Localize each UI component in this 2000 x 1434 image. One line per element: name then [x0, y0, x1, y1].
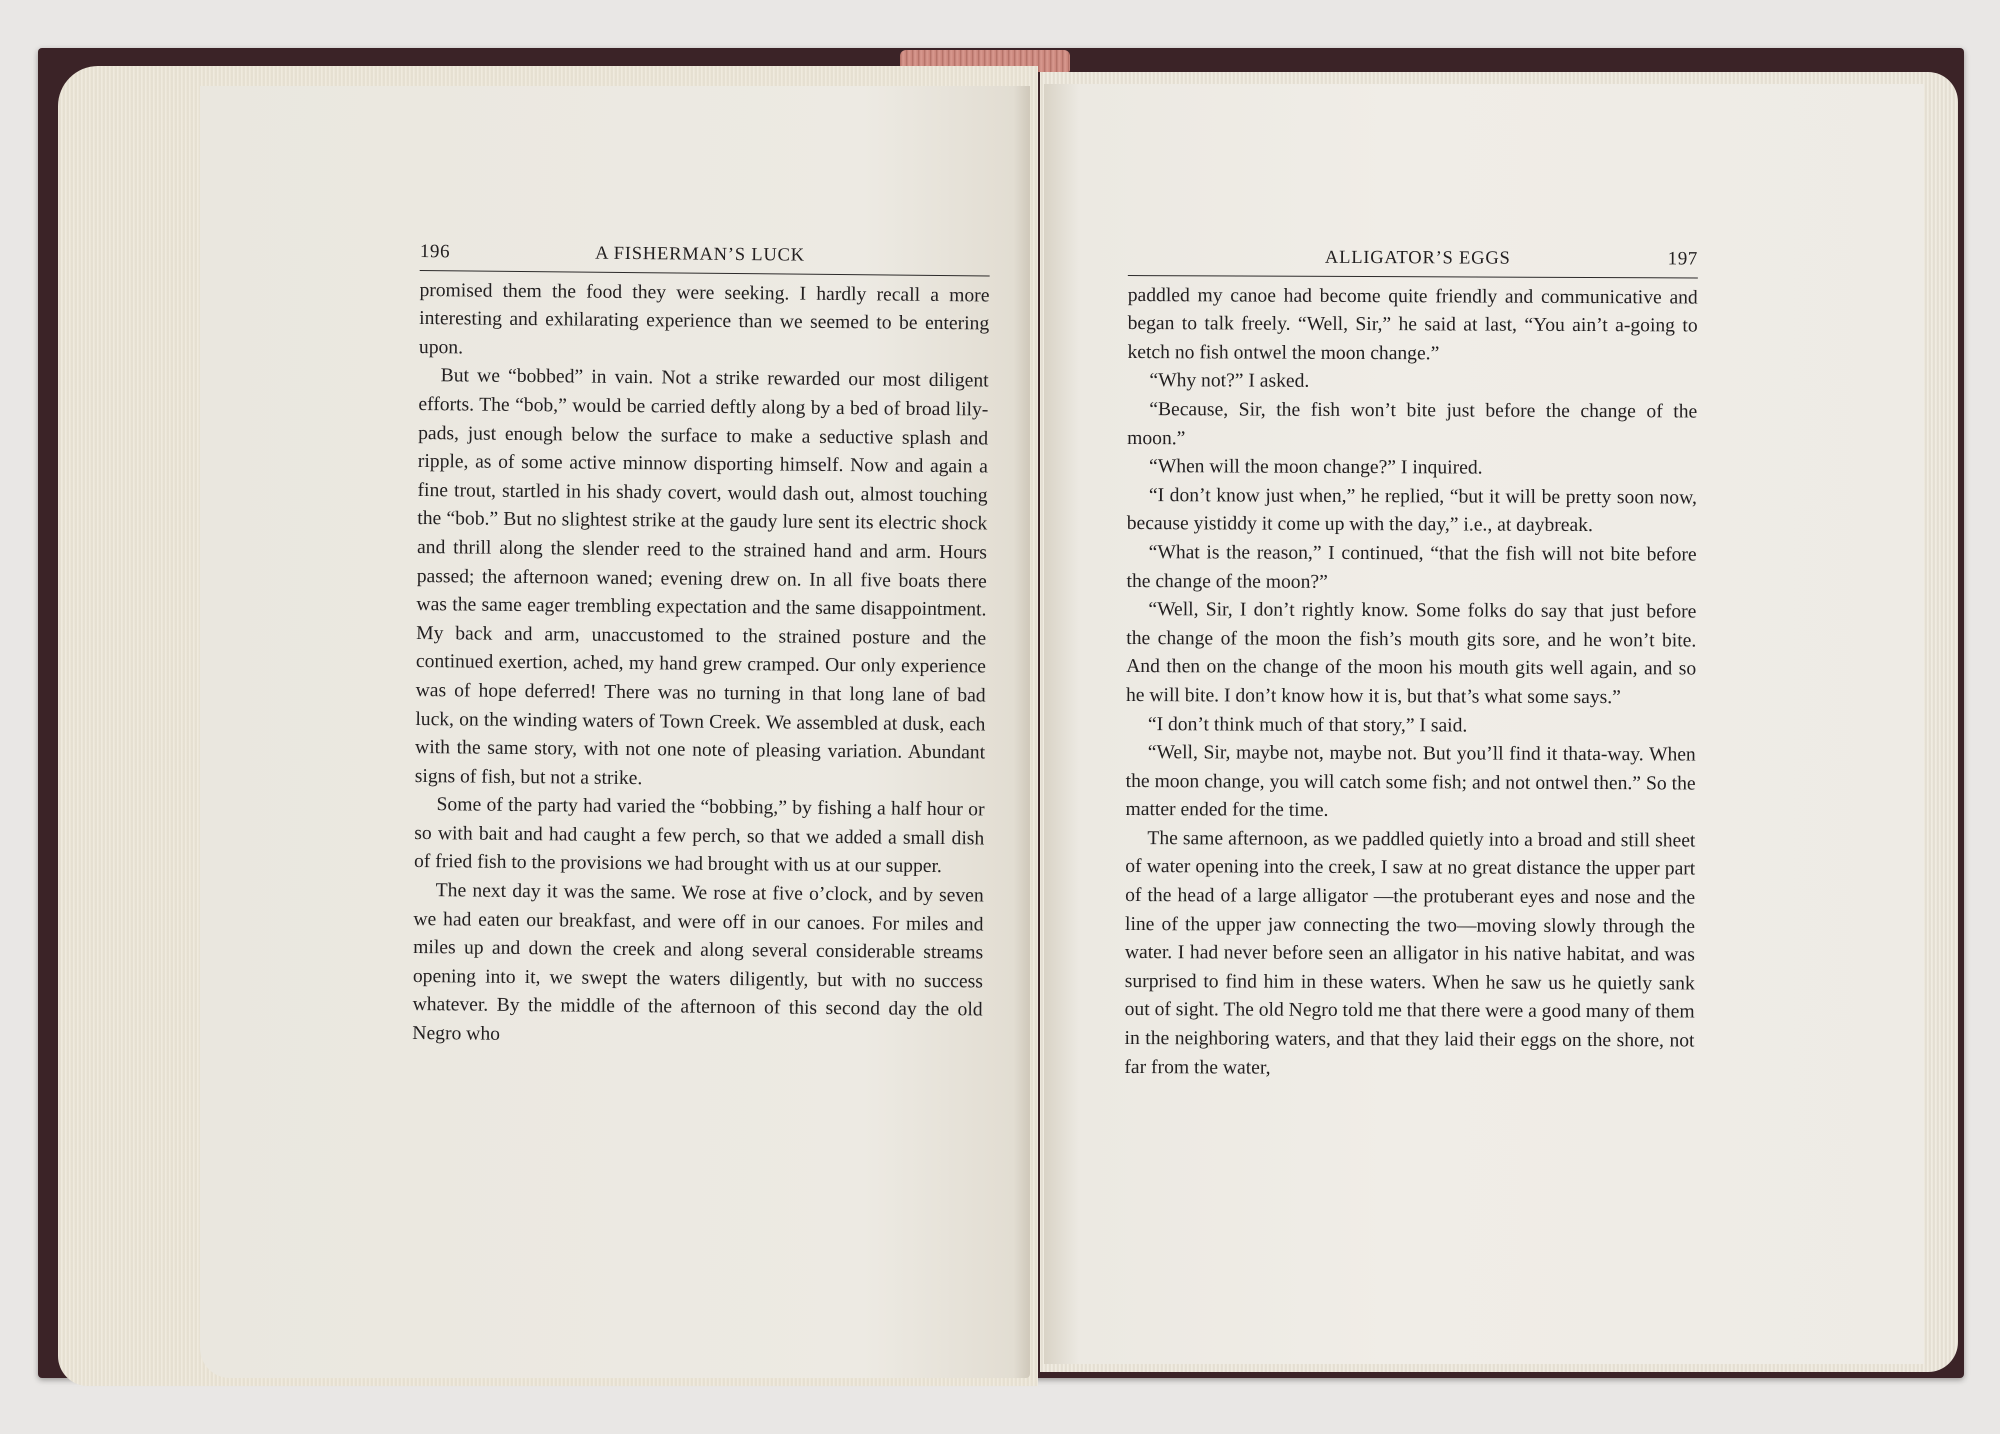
- left-running-title: A FISHERMAN’S LUCK: [595, 243, 805, 266]
- left-running-head: [420, 238, 990, 276]
- right-running-title: ALLIGATOR’S EGGS: [1324, 247, 1511, 269]
- paragraph: promised them the food they were seeking. I hardly recall a more interesting and exhilarating experience than we seemed to be entering upon.: [418, 279, 990, 359]
- paragraph: “Well, Sir, I don’t rightly know. Some folks do say that just before the change of the moon the fish’s mouth gits sore, and he won’t bite. And then on the change of the moon his mouth gits well again, and so he will bite. I don’t know how it is, but that’s what some says.”: [1125, 599, 1697, 709]
- right-page-number: 197: [1667, 248, 1698, 270]
- left-page-number: 196: [419, 240, 451, 263]
- paragraph: But we “bobbed” in vain. Not a strike rewarded our most diligent efforts. The “bob,” would be carried deftly along by a bed of broad lily-pads, just enough below the surface to make a seductive splash and ripple, as of some active minnow disporting himself. Now and again a fine trout, startled in his shady covert, would dash out, almost touching the “bob.” But no slightest strike at the gaudy lure sent its electric shock and thrill along the slender reed to the strained hand and arm. Hours passed; the afternoon waned; evening drew on. In all five boats there was the same eager trembling expectation and the same disappointment. My back and arm, unaccustomed to the strained posture and the continued exertion, ached, my hand grew cramped. Our only experience was of hope deferred! There was no turning in that long lane of bad luck, on the winding waters of Town Creek. We assembled at dusk, each with the same story, with not one note of pleasing variation. Abundant signs of fish, but not a strike.: [414, 365, 989, 789]
- paragraph: The next day it was the same. We rose at five o’clock, and by seven we had eaten our breakfast, and were off in our canoes. For miles and miles up and down the creek and along several considerable streams opening into it, we swept the waters diligently, but with no success whatever. By the middle of the afternoon of this second day the old Negro who: [412, 880, 984, 1045]
- left-page-text: [412, 238, 990, 1054]
- paragraph: “I don’t think much of that story,” I said.: [1147, 713, 1468, 736]
- paragraph: “When will the moon change?” I inquired.: [1148, 456, 1483, 479]
- paragraph: paddled my canoe had become quite friendly and communicative and began to talk freely. “Well, Sir,” he said at last, “You ain’t a-going to ketch no fish ontwel the moon change.”: [1127, 284, 1698, 365]
- paragraph: “Why not?” I asked.: [1149, 370, 1310, 393]
- paragraph: “I don’t know just when,” he replied, “but it will be pretty soon now, because yistiddy it come up with the day,” i.e., at daybreak.: [1126, 484, 1697, 537]
- paragraph: The same afternoon, as we paddled quietly into a broad and still sheet of water opening into the creek, I saw at no great distance the upper part of the head of a large alligator —the protuberant eyes and nose and the line of the upper jaw connecting the two—moving slowly through the water. I had never before seen an alligator in his native habitat, and was surprised to find him in these waters. When he saw us he quietly sank out of sight. The old Negro told me that there were a good many of them in the neighboring waters, and that they laid their eggs on the shore, not far from the water,: [1124, 827, 1696, 1079]
- right-page-text: [1124, 243, 1698, 1085]
- paragraph: “Because, Sir, the fish won’t bite just before the change of the moon.”: [1127, 399, 1698, 449]
- paragraph: Some of the party had varied the “bobbing,” by fishing a half hour or so with bait and had caught a few perch, so that we added a small dish of fried fish to the provisions we had brought with us at our supper.: [413, 794, 985, 878]
- right-running-head: [1128, 243, 1698, 278]
- paragraph: “What is the reason,” I continued, “that the fish will not bite before the change of the moon?”: [1126, 542, 1697, 593]
- paragraph: “Well, Sir, maybe not, maybe not. But you’ll find it thata-way. When the moon change, you will catch some fish; and not ontwel then.” So the matter ended for the time.: [1125, 742, 1696, 822]
